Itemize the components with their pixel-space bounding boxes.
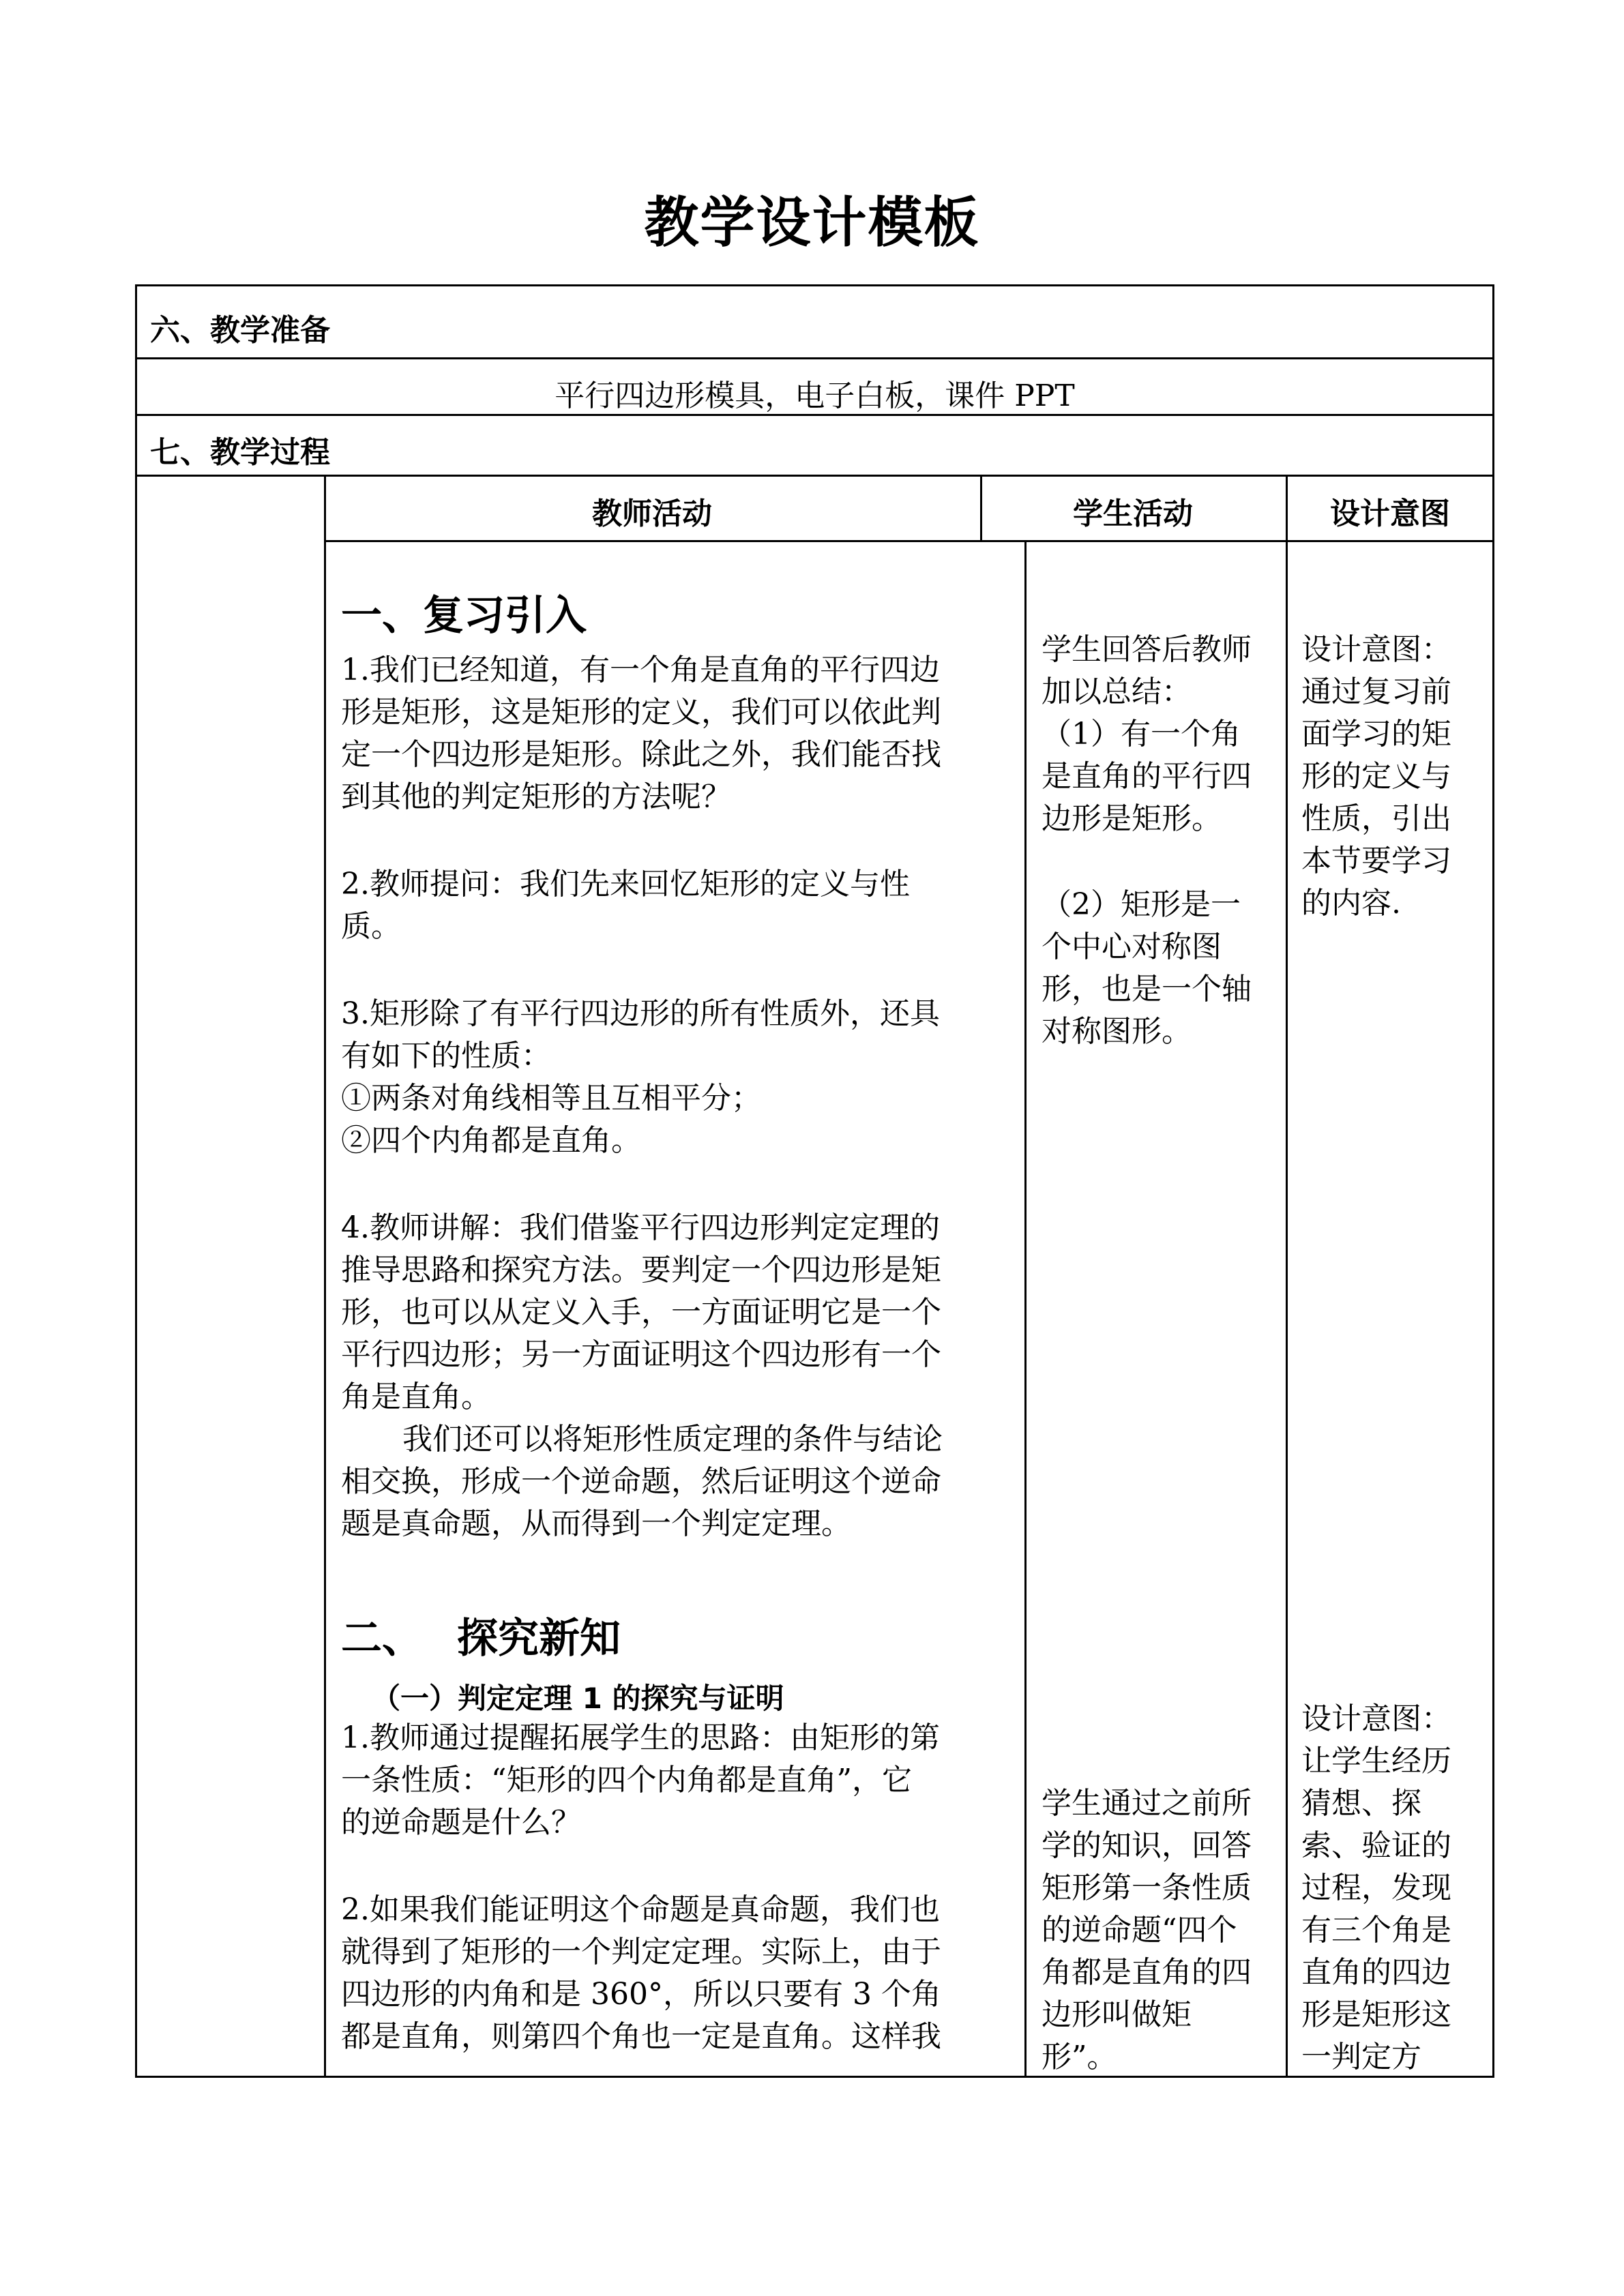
intent-line: 形的定义与 <box>1301 759 1451 794</box>
teacher-line: 到其他的判定矩形的方法呢？ <box>341 779 731 814</box>
student-line: 角都是直角的四 <box>1042 1955 1252 1990</box>
part-heading-number: 二、 <box>341 1615 423 1663</box>
student-line: 矩形第一条性质 <box>1042 1870 1252 1905</box>
column-header-teacher: 教师活动 <box>592 496 712 531</box>
teacher-line: 有如下的性质： <box>341 1039 551 1073</box>
column-header-student: 学生活动 <box>1073 496 1193 531</box>
page-title: 教学设计模板 <box>644 191 980 254</box>
student-line: 学生通过之前所 <box>1042 1786 1252 1821</box>
intent-line: 猜想、探 <box>1301 1786 1421 1821</box>
teacher-line: 2.教师提问：我们先来回忆矩形的定义与性 <box>341 867 910 901</box>
intent-line: 设计意图： <box>1301 632 1451 667</box>
teacher-line: 1.我们已经知道，有一个角是直角的平行四边 <box>341 653 940 687</box>
student-line: （2）矩形是一 <box>1042 887 1241 922</box>
section-heading-preparation: 六、教学准备 <box>150 313 330 348</box>
teacher-line: 推导思路和探究方法。要判定一个四边形是矩 <box>341 1253 941 1287</box>
row-divider <box>135 475 1494 477</box>
student-line: 学生回答后教师 <box>1042 632 1252 667</box>
intent-line: 性质，引出 <box>1301 801 1451 836</box>
column-divider <box>324 475 326 2078</box>
student-line: 形，也是一个轴 <box>1042 972 1252 1007</box>
student-line: 是直角的平行四 <box>1042 759 1252 794</box>
column-divider <box>1024 540 1027 2078</box>
preparation-materials: 平行四边形模具，电子白板，课件 PPT <box>555 378 1075 413</box>
intent-line: 有三个角是 <box>1301 1913 1451 1948</box>
teacher-line: 3.矩形除了有平行四边形的所有性质外，还具 <box>341 996 940 1031</box>
student-line: 形”。 <box>1042 2040 1117 2074</box>
teacher-line: 我们还可以将矩形性质定理的条件与结论 <box>402 1422 943 1457</box>
intent-line: 的内容. <box>1301 886 1401 921</box>
teacher-line: 定一个四边形是矩形。除此之外，我们能否找 <box>341 737 941 772</box>
teacher-line: 四边形的内角和是 360°，所以只要有 3 个角 <box>341 1977 941 2012</box>
teacher-line: 相交换，形成一个逆命题，然后证明这个逆命 <box>341 1464 941 1499</box>
intent-line: 通过复习前 <box>1301 674 1451 709</box>
part-heading-review: 一、复习引入 <box>341 592 587 640</box>
teacher-line: 形是矩形，这是矩形的定义，我们可以依此判 <box>341 695 941 730</box>
student-line: 对称图形。 <box>1042 1014 1192 1049</box>
intent-line: 设计意图： <box>1301 1701 1451 1736</box>
intent-line: 索、验证的 <box>1301 1828 1451 1863</box>
teacher-line: 一条性质：“矩形的四个内角都是直角”，它 <box>341 1763 912 1798</box>
table-frame <box>135 284 1494 2078</box>
student-line: 的逆命题“四个 <box>1042 1913 1237 1948</box>
teacher-line: 质。 <box>341 909 401 944</box>
teacher-line: 平行四边形；另一方面证明这个四边形有一个 <box>341 1337 941 1372</box>
teacher-line: 的逆命题是什么？ <box>341 1805 581 1840</box>
student-line: 加以总结： <box>1042 674 1192 709</box>
teacher-line: 4.教师讲解：我们借鉴平行四边形判定定理的 <box>341 1210 940 1245</box>
intent-line: 本节要学习 <box>1301 844 1451 878</box>
student-line: 个中心对称图 <box>1042 929 1222 964</box>
column-divider <box>1286 475 1288 2078</box>
teacher-line: 题是真命题，从而得到一个判定定理。 <box>341 1506 851 1541</box>
student-line: 学的知识，回答 <box>1042 1828 1252 1863</box>
teacher-line: 形，也可以从定义入手，一方面证明它是一个 <box>341 1295 941 1330</box>
teacher-line: ②四个内角都是直角。 <box>341 1123 641 1158</box>
intent-line: 形是矩形这 <box>1301 1997 1451 2032</box>
section-heading-process: 七、教学过程 <box>150 435 330 470</box>
student-line: （1）有一个角 <box>1042 717 1241 751</box>
intent-line: 一判定方 <box>1301 2040 1421 2074</box>
row-divider <box>135 357 1494 359</box>
intent-line: 让学生经历 <box>1301 1744 1451 1778</box>
intent-line: 面学习的矩 <box>1301 717 1451 751</box>
student-line: 边形叫做矩 <box>1042 1997 1192 2032</box>
part-heading-explore: 探究新知 <box>457 1615 621 1663</box>
intent-line: 过程，发现 <box>1301 1870 1451 1905</box>
teacher-line: 就得到了矩形的一个判定定理。实际上，由于 <box>341 1935 941 1969</box>
teacher-line: ①两条对角线相等且互相平分； <box>341 1081 761 1116</box>
column-header-intent: 设计意图 <box>1330 496 1450 531</box>
header-divider <box>324 540 1494 542</box>
teacher-line: 角是直角。 <box>341 1380 491 1414</box>
subsection-heading: （一）判定定理 1 的探究与证明 <box>372 1682 784 1715</box>
teacher-line: 1.教师通过提醒拓展学生的思路：由矩形的第 <box>341 1720 940 1755</box>
teacher-line: 都是直角，则第四个角也一定是直角。这样我 <box>341 2019 941 2054</box>
teacher-line: 2.如果我们能证明这个命题是真命题，我们也 <box>341 1892 940 1927</box>
student-line: 边形是矩形。 <box>1042 801 1222 836</box>
intent-line: 直角的四边 <box>1301 1955 1451 1990</box>
